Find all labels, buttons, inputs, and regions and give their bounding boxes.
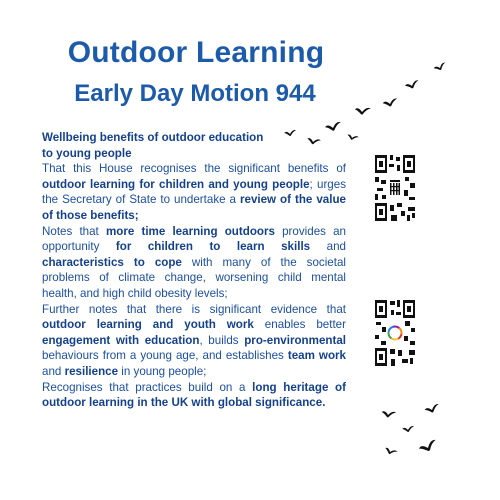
p3-text: enables better [253,318,346,332]
p3-text: in young people; [118,364,207,378]
p3-bold: pro-environmental [244,333,346,347]
p4-bold: long heritage of outdoor learning in the UK with global significance. [42,380,346,410]
p3-text: , builds [199,333,245,347]
p1-bold: review of the value of those benefits; [42,193,346,222]
p2-bold: characteristics to cope [42,255,182,269]
heading-line-1: Wellbeing benefits of outdoor education [42,131,264,144]
paragraph-1 [42,161,346,223]
heading-line-2: to young people [42,146,132,160]
bird-icon [384,446,398,457]
p3-bold: resilience [64,364,119,378]
p2-bold: more time learning outdoors [105,224,275,238]
p2-text: with many of the societal problems of climate change, worsening child mental health, and high child obesity levels; [42,255,346,300]
p2-bold: for children to learn skills [115,240,311,254]
bird-icon [424,404,440,415]
p2-text: and [310,240,346,254]
p2-text: Notes that [42,224,106,238]
p3-bold: team work [287,349,346,363]
paragraph-2 [42,224,346,302]
p4-text: Recognises that practices build on a [42,380,253,394]
motion-heading [42,130,346,161]
p1-bold: outdoor learning for children and young people [42,177,310,191]
qr-code-parliament[interactable] [375,155,415,221]
p1-text: ; urges the Secretary of State to undertake a [42,177,346,207]
bird-icon [418,439,439,454]
qr-code-colour-logo[interactable] [375,300,415,366]
page-subtitle: Early Day Motion 944 [74,80,316,107]
p2-text: provides an opportunity [42,224,346,254]
bird-icon [404,80,419,90]
p3-bold: engagement with education [42,333,200,347]
paragraph-3 [42,302,346,380]
bird-icon [381,410,396,419]
page-title: Outdoor Learning [67,36,325,69]
bird-icon [433,62,447,72]
p3-text: and [42,364,65,378]
bird-icon [402,426,414,433]
paragraph-4 [42,380,346,411]
p3-text: behaviours from a young age, and establishes [42,349,288,363]
p1-text: That this House recognises the significant benefits of [42,162,346,176]
bird-icon [346,133,358,142]
p3-bold: outdoor learning and youth work [42,318,254,332]
p3-text: Further notes that there is significant evidence that [42,302,346,316]
motion-text [42,130,346,411]
